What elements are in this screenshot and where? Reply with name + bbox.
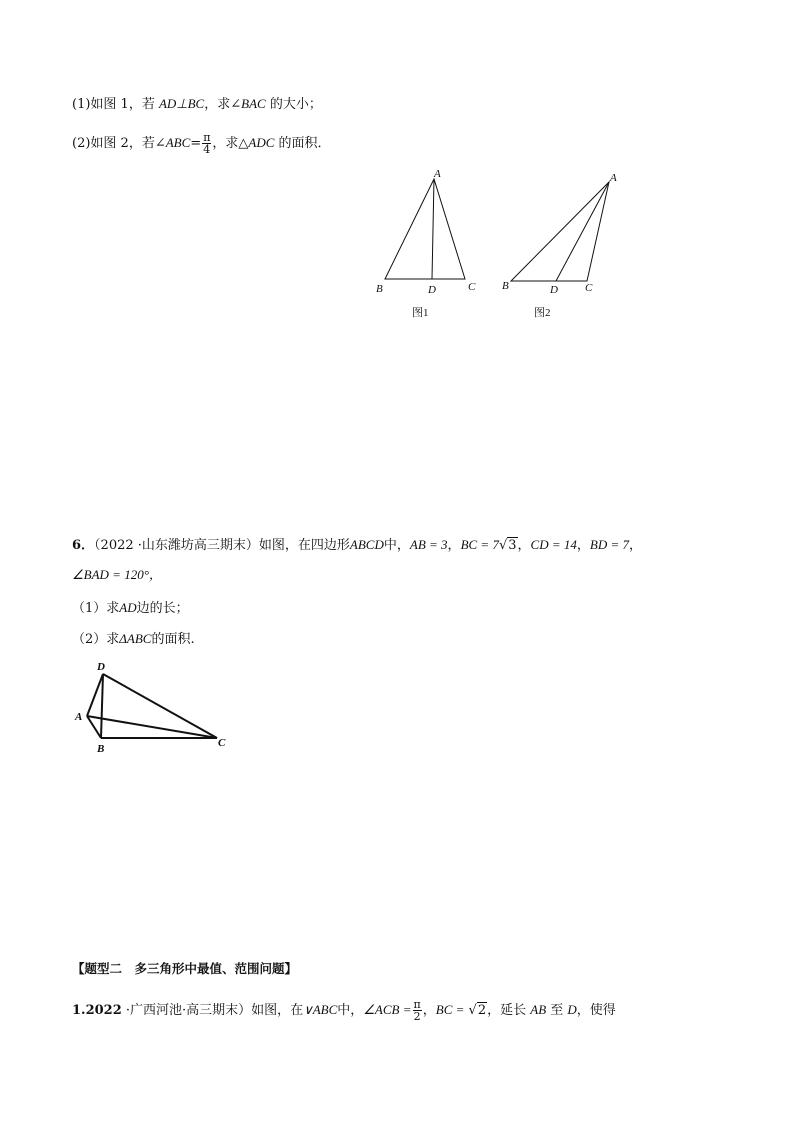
p1-root: 2: [477, 1003, 487, 1018]
p1-source: ·广西河池·高三期末）: [121, 1003, 252, 1018]
q5-part2-tri: ADC: [248, 135, 275, 150]
q6-sep2: ，: [517, 538, 531, 553]
fig1-label-a: A: [434, 168, 441, 180]
q6-part1-var: AD: [119, 600, 137, 615]
q6-ab: AB = 3: [409, 537, 448, 552]
q6-part1-suffix: 边的长；: [136, 601, 189, 616]
q5-part2-fraction: [202, 132, 211, 155]
q5-figure2: [496, 165, 632, 325]
fig2-triangle-abc: [511, 182, 609, 281]
p1-text1: 如图，在: [251, 1003, 304, 1018]
fig2-label-d: D: [550, 284, 558, 296]
q6-part1: [72, 599, 189, 618]
q5-part2-mid: ，求△: [212, 136, 249, 151]
q6-fig-label-a: A: [75, 711, 83, 723]
q5-figure1: [368, 165, 488, 325]
q5-part1: [72, 95, 322, 114]
q5-part2-eq: =: [190, 136, 202, 151]
q5-part1-prefix: (1)如图 1，若: [72, 97, 159, 112]
q6-bc: BC = 7: [460, 537, 499, 552]
q6-fig-segment-db: [101, 674, 103, 738]
q6-bd: BD = 7: [589, 537, 630, 552]
fig2-label-c: C: [585, 282, 593, 294]
q5-part1-angle: BAC: [241, 96, 266, 111]
p1-year: 2022: [85, 1003, 122, 1018]
q5-part2: [72, 128, 331, 159]
p1-d: D: [567, 1002, 577, 1017]
q6-quad: ABCD: [349, 537, 384, 552]
fig1-triangle-abc: [385, 179, 465, 279]
fig2-segment-ad: [556, 182, 609, 281]
q6-sep1: ，: [447, 538, 461, 553]
q6-part2-suffix: 的面积.: [151, 632, 195, 647]
q5-part2-prefix: (2)如图 2，若∠: [72, 136, 166, 151]
p1-number: 1.: [72, 1003, 86, 1018]
p1-text5: ，使得: [576, 1003, 616, 1018]
q6-number: 6．: [72, 538, 95, 553]
fig1-caption: 图1: [412, 307, 429, 319]
q6-sep4: ，: [629, 538, 643, 553]
p1-frac-den: 2: [413, 1010, 421, 1023]
fig2-caption: 图2: [534, 307, 551, 319]
p1-bc: BC =: [435, 1002, 465, 1017]
q5-part2-angle: ABC: [165, 135, 191, 150]
q6-part2: [72, 630, 195, 649]
p1-text2: 中，: [337, 1003, 364, 1018]
q6-sep3: ，: [576, 538, 590, 553]
q6-text1: 如图，在四边形: [258, 538, 350, 553]
q6-source: （2022 ·山东潍坊高三期末）: [94, 538, 259, 553]
q6-text2: 中，: [383, 538, 410, 553]
q6-fig-label-b: B: [97, 743, 105, 755]
q6-part2-var: ΔABC: [119, 631, 152, 646]
q6-cd: CD = 14: [530, 537, 577, 552]
q6-part1-prefix: （1）求: [72, 601, 120, 616]
q6-bc-root: 3: [508, 538, 517, 553]
p1-fraction: [413, 999, 422, 1022]
p1-ab: AB: [530, 1002, 547, 1017]
q5-part1-cond: AD⊥BC: [158, 96, 205, 111]
p1-text3: ，延长: [487, 1003, 531, 1018]
p1-line: 1.2022 ·广西河池·高三期末）如图，在∨ABC中，∠ACB = $\frac{\pi}{2}$ ，BC = √2，延长 AB 至 D，使得: [72, 998, 616, 1023]
q5-part1-suffix: 的大小；: [265, 97, 322, 112]
q6-part2-prefix: （2）求: [72, 632, 120, 647]
p1-triangle: ∨ABC: [303, 1002, 338, 1017]
section-title: 【题型二 多三角形中最值、范围问题】: [72, 961, 298, 976]
p1-frac-num: π: [413, 998, 421, 1011]
fig2-label-a: A: [610, 172, 617, 184]
q6-fig-segment-ab: [87, 716, 101, 738]
q6-fig-segment-da: [87, 674, 103, 716]
p1-text4: 至: [546, 1003, 568, 1018]
p1-angle: ∠ACB =: [363, 1002, 412, 1017]
q5-part2-suffix: 的面积．: [274, 136, 331, 151]
fig1-label-b: B: [376, 283, 383, 295]
p1-sep: ，: [422, 1003, 436, 1018]
q6-line2: [72, 566, 162, 585]
fig2-label-b: B: [502, 280, 509, 292]
q6-fig-label-c: C: [218, 737, 226, 749]
q6-figure: [70, 658, 240, 758]
fig1-label-c: C: [468, 281, 476, 293]
q6-angle-bad: ∠BAD = 120°，: [72, 567, 162, 582]
q6-fig-label-d: D: [97, 661, 105, 673]
fig1-segment-ad: [432, 179, 434, 279]
q5-part2-frac-den: 4: [203, 143, 211, 156]
q5-part2-frac-num: π: [203, 131, 211, 144]
q5-part1-mid: ，求∠: [204, 97, 242, 112]
q6-line1: 6．（2022 ·山东潍坊高三期末）如图，在四边形ABCD中，AB = 3，BC = 7√3，CD = 14，BD = 7，: [72, 537, 643, 553]
fig1-label-d: D: [428, 284, 436, 296]
